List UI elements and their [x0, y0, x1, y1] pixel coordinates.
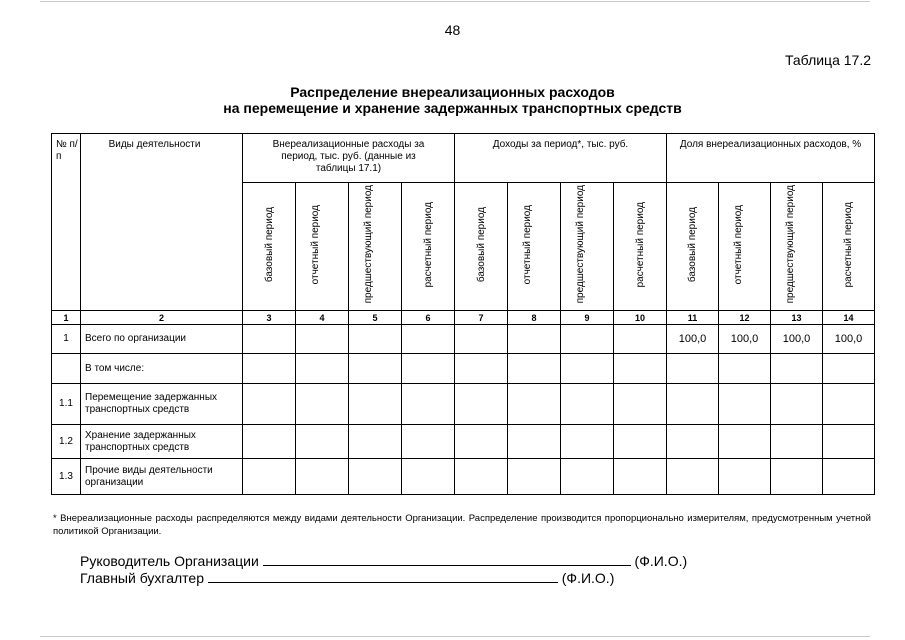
data-cell	[771, 459, 823, 495]
table-row	[52, 354, 875, 384]
scan-edge-top	[40, 1, 870, 2]
row-label: Хранение задержанных транспортных средств	[81, 425, 243, 459]
row-label: Прочие виды деятельности организации	[81, 459, 243, 495]
row-number: 1.2	[52, 425, 81, 459]
row-label: Всего по организации	[81, 325, 243, 354]
data-cell	[771, 425, 823, 459]
data-cell	[296, 459, 349, 495]
header-expenses-reporting: отчетный период	[296, 183, 349, 311]
data-cell	[243, 354, 296, 384]
data-cell	[402, 425, 455, 459]
header-activity: Виды деятельности	[81, 134, 243, 311]
data-cell	[614, 459, 667, 495]
column-number: 13	[771, 311, 823, 325]
signature-accountant-line	[208, 568, 558, 583]
column-number: 8	[508, 311, 561, 325]
data-cell	[719, 459, 771, 495]
header-income-base: базовый период	[455, 183, 508, 311]
header-income-reporting: отчетный период	[508, 183, 561, 311]
header-share-previous: предшествующий период	[771, 183, 823, 311]
column-number: 9	[561, 311, 614, 325]
row-label: Перемещение задержанных транспортных средств	[81, 384, 243, 425]
share-cell: 100,0	[823, 325, 875, 354]
column-number: 11	[667, 311, 719, 325]
data-cell	[561, 354, 614, 384]
column-number-row	[52, 311, 875, 325]
column-number: 10	[614, 311, 667, 325]
row-number: 1.1	[52, 384, 81, 425]
page-number: 48	[444, 22, 461, 38]
data-cell	[455, 325, 508, 354]
data-cell	[402, 459, 455, 495]
data-cell	[823, 384, 875, 425]
data-cell	[719, 425, 771, 459]
share-cell: 100,0	[771, 325, 823, 354]
column-number: 7	[455, 311, 508, 325]
data-cell	[719, 384, 771, 425]
data-cell	[614, 425, 667, 459]
header-share-group: Доля внереализационных расходов, %	[667, 134, 875, 183]
column-number: 3	[243, 311, 296, 325]
column-number: 1	[52, 311, 81, 325]
column-number: 5	[349, 311, 402, 325]
row-label: В том числе:	[81, 354, 243, 384]
table-label: Таблица 17.2	[784, 52, 871, 68]
data-cell	[771, 354, 823, 384]
distribution-table	[51, 133, 875, 495]
header-expenses-calculated: расчетный период	[402, 183, 455, 311]
data-cell	[296, 354, 349, 384]
signature-head	[80, 551, 687, 569]
document-title	[0, 84, 905, 116]
data-cell	[455, 354, 508, 384]
data-cell	[243, 384, 296, 425]
data-cell	[349, 425, 402, 459]
row-number: 1.3	[52, 459, 81, 495]
header-share-reporting: отчетный период	[719, 183, 771, 311]
column-number: 6	[402, 311, 455, 325]
data-cell	[243, 425, 296, 459]
data-cell	[455, 459, 508, 495]
share-cell: 100,0	[719, 325, 771, 354]
data-cell	[719, 354, 771, 384]
data-cell	[823, 354, 875, 384]
column-number: 14	[823, 311, 875, 325]
table-row	[52, 459, 875, 495]
data-cell	[296, 425, 349, 459]
data-cell	[349, 459, 402, 495]
header-income-calculated: расчетный период	[614, 183, 667, 311]
signature-head-suffix: (Ф.И.О.)	[634, 553, 688, 569]
data-cell	[614, 354, 667, 384]
data-cell	[349, 325, 402, 354]
data-cell	[667, 459, 719, 495]
scan-edge-bottom	[40, 636, 870, 637]
header-no: № п/п	[52, 134, 81, 311]
data-cell	[455, 425, 508, 459]
title-line-1: Распределение внереализационных расходов	[290, 84, 615, 100]
data-cell	[823, 459, 875, 495]
table-row	[52, 425, 875, 459]
column-number: 12	[719, 311, 771, 325]
data-cell	[402, 354, 455, 384]
data-cell	[349, 384, 402, 425]
column-number: 4	[296, 311, 349, 325]
data-cell	[296, 325, 349, 354]
signature-head-line	[263, 551, 631, 566]
table-row	[52, 325, 875, 354]
signature-accountant-label: Главный бухгалтер	[80, 570, 204, 586]
column-number: 2	[81, 311, 243, 325]
data-cell	[243, 325, 296, 354]
data-cell	[667, 425, 719, 459]
footnote: * Внереализационные расходы распределяются между видами деятельности Организации. Распределение производится пропорционально измерителям, предусмотренным учетной политикой Организации.	[53, 513, 871, 537]
row-number	[52, 354, 81, 384]
header-expenses-group: Внереализационные расходы за период, тыс. руб. (данные из таблицы 17.1)	[243, 134, 455, 183]
data-cell	[614, 384, 667, 425]
data-cell	[508, 384, 561, 425]
data-cell	[508, 325, 561, 354]
data-cell	[561, 325, 614, 354]
data-cell	[561, 384, 614, 425]
data-cell	[561, 459, 614, 495]
data-cell	[402, 325, 455, 354]
data-cell	[614, 325, 667, 354]
data-cell	[243, 459, 296, 495]
data-cell	[455, 384, 508, 425]
data-cell	[508, 459, 561, 495]
signature-accountant-suffix: (Ф.И.О.)	[561, 570, 615, 586]
header-income-previous: предшествующий период	[561, 183, 614, 311]
header-share-calculated: расчетный период	[823, 183, 875, 311]
header-expenses-base: базовый период	[243, 183, 296, 311]
data-cell	[667, 354, 719, 384]
table-row	[52, 384, 875, 425]
data-cell	[349, 354, 402, 384]
data-cell	[508, 354, 561, 384]
data-cell	[402, 384, 455, 425]
signature-accountant	[80, 568, 614, 586]
header-income-group: Доходы за период*, тыс. руб.	[455, 134, 667, 183]
title-line-2: на перемещение и хранение задержанных транспортных средств	[223, 100, 682, 116]
signature-head-label: Руководитель Организации	[80, 553, 259, 569]
data-cell	[508, 425, 561, 459]
data-cell	[823, 425, 875, 459]
data-cell	[771, 384, 823, 425]
data-cell	[296, 384, 349, 425]
header-row-groups	[52, 134, 875, 183]
row-number: 1	[52, 325, 81, 354]
data-cell	[561, 425, 614, 459]
header-expenses-previous: предшествующий период	[349, 183, 402, 311]
header-share-base: базовый период	[667, 183, 719, 311]
data-cell	[667, 384, 719, 425]
share-cell: 100,0	[667, 325, 719, 354]
